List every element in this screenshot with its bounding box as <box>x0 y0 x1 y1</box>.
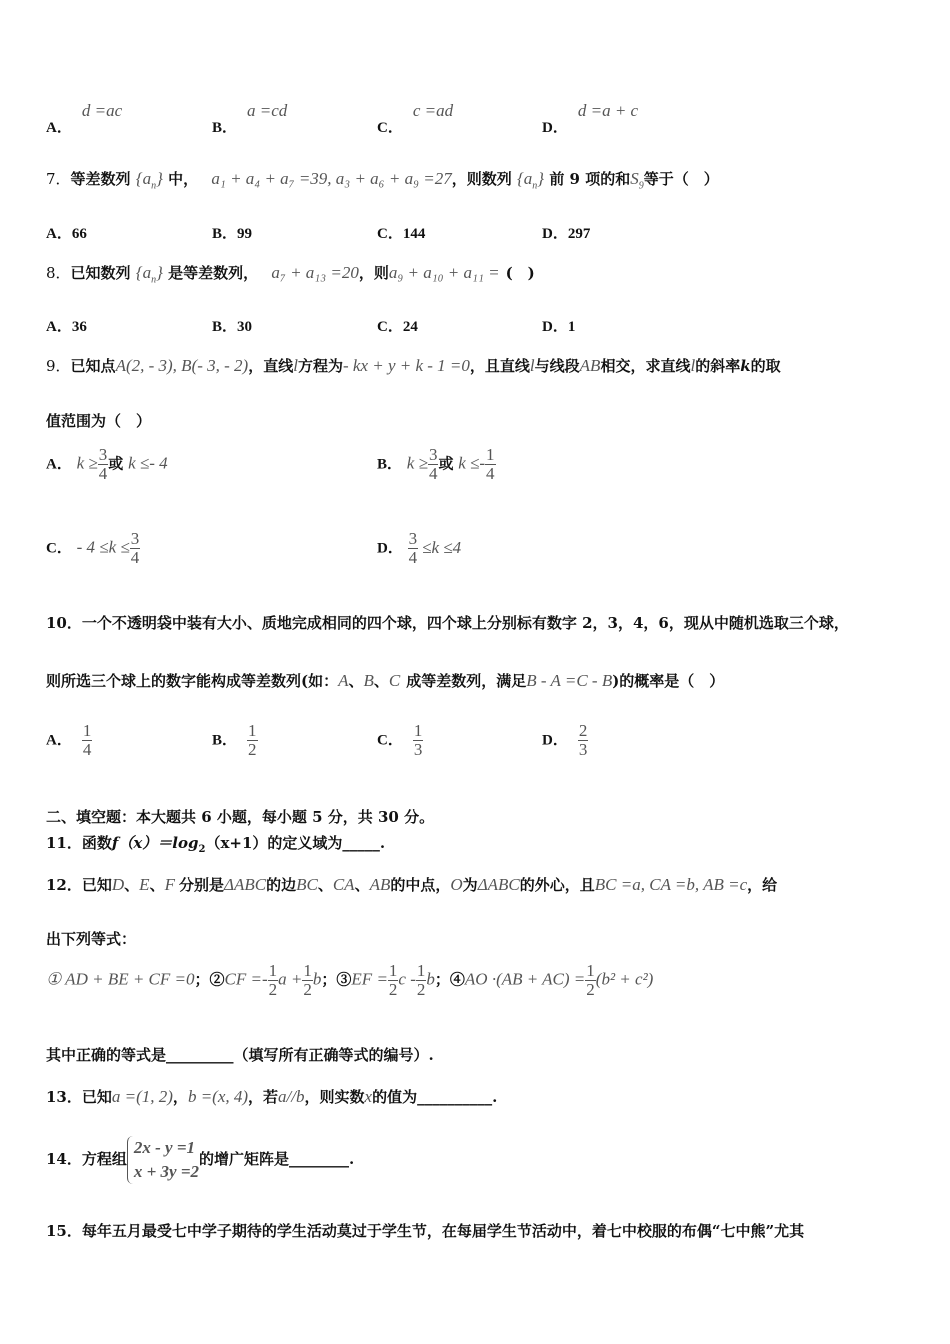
text: S <box>630 169 639 188</box>
sequence-symbol <box>516 169 545 192</box>
text: 、 <box>348 672 364 690</box>
equation: x + 3y =2 <box>133 1162 200 1181</box>
question-11 <box>46 832 385 855</box>
option-label: D． <box>377 540 403 557</box>
math-expr: d =ac <box>81 101 123 120</box>
math-symbol: l <box>690 356 696 375</box>
denominator: 2 <box>416 980 426 999</box>
fraction <box>98 446 109 483</box>
fraction <box>416 962 427 999</box>
denominator: 2 <box>388 980 398 999</box>
q6-option-b <box>212 100 288 136</box>
text: 与线段 <box>534 357 580 375</box>
numerator: 3 <box>98 445 108 464</box>
question-12 <box>46 874 777 895</box>
text: ，则数列 <box>451 170 512 188</box>
option-label: B． <box>212 732 238 749</box>
math-symbol: O <box>450 875 463 894</box>
math-expr: k ≤- 4 <box>128 453 168 473</box>
equation: 2x - y =1 <box>133 1138 196 1157</box>
text: 等于（ ） <box>643 170 719 188</box>
fraction <box>302 962 313 999</box>
denominator: 2 <box>303 980 312 999</box>
text: 14．方程组 <box>46 1150 127 1168</box>
numerator: 1 <box>586 961 595 980</box>
text: } <box>537 169 545 188</box>
q6-option-c <box>377 100 454 136</box>
fraction <box>247 722 258 759</box>
math-symbol: C <box>388 671 401 690</box>
numerator: 3 <box>130 529 140 548</box>
text: 9 <box>638 180 644 192</box>
text: n <box>151 180 157 192</box>
text: 12．已知 <box>46 876 112 894</box>
text: ，直线 <box>248 357 294 375</box>
fraction <box>82 722 93 759</box>
question-10-line1: 10．一个不透明袋中装有大小、质地完成相同的四个球，四个球上分别标有数字 2，3，4，6，现从中随机选取三个球， <box>46 614 849 632</box>
math-symbol: l <box>529 356 535 375</box>
math-expr: k ≥ <box>76 453 98 473</box>
fraction <box>413 722 424 759</box>
option-label: A． <box>46 732 72 749</box>
math-symbol: AB <box>369 875 391 894</box>
math-condition: BC =a, CA =b, AB =c <box>594 875 748 894</box>
denominator: 4 <box>428 464 438 483</box>
denominator: 3 <box>413 740 423 759</box>
q10-option-a <box>46 722 92 759</box>
numerator: 1 <box>413 721 423 740</box>
math-expr: k ≥ <box>406 453 428 473</box>
text: k <box>740 357 751 375</box>
option-label: C． <box>377 120 403 136</box>
math-condition: a₇ + a₁₃ =20 <box>271 263 359 282</box>
sequence-symbol <box>135 263 163 286</box>
text: 的取 <box>750 357 781 375</box>
text: 是等差数列， <box>168 264 259 282</box>
text: 成等差数列，满足 <box>406 672 527 690</box>
q10-option-b <box>212 722 258 759</box>
math-expr: a + <box>278 969 303 989</box>
q7-option-c: C．144 <box>377 226 426 242</box>
math-vector: a =(1, 2) <box>111 1087 173 1106</box>
text: 为 <box>462 876 478 894</box>
math-equation: - kx + y + k - 1 =0 <box>342 356 470 375</box>
math-symbol: ΔABC <box>477 875 520 894</box>
q6-option-d <box>542 100 639 136</box>
text: 已知点 <box>70 357 116 375</box>
math-expr: a =cd <box>247 101 288 120</box>
question-number: 7． <box>46 170 71 188</box>
denominator: 2 <box>268 980 278 999</box>
fraction <box>578 722 589 759</box>
question-12-line4: 其中正确的等式是_________（填写所有正确等式的编号）. <box>46 1046 434 1064</box>
question-12-equations <box>46 962 653 999</box>
text: （x+1）的定义域为_____. <box>205 834 386 852</box>
text: 、 <box>373 672 389 690</box>
text: ，给 <box>747 876 778 894</box>
question-14 <box>46 1136 354 1184</box>
text: 的斜率 <box>695 357 741 375</box>
math-symbol: A <box>338 671 349 690</box>
text: 或 <box>108 454 124 473</box>
text: ； <box>194 970 210 989</box>
q7-option-b: B．99 <box>212 226 253 242</box>
math-expr: b <box>312 969 322 989</box>
q10-option-d <box>542 722 588 759</box>
math-expr: b <box>426 969 435 989</box>
text: } <box>156 169 163 188</box>
option-label: D． <box>542 732 568 749</box>
section-heading: 二、填空题：本大题共 6 小题，每小题 5 分，共 30 分。 <box>46 808 435 826</box>
math-expr: CF =- <box>224 969 268 989</box>
denominator: 4 <box>408 548 418 567</box>
q9-option-b <box>377 446 496 483</box>
math-symbol: CA <box>332 875 355 894</box>
math-symbol: AB <box>579 356 601 375</box>
text: 等差数列 <box>70 170 131 188</box>
text: ( ) <box>505 264 535 282</box>
text: 中， <box>168 170 199 188</box>
math-symbol: F <box>164 875 175 894</box>
text: 、 <box>354 876 370 894</box>
math-symbol: ΔABC <box>223 875 267 894</box>
text: )的概率是（ ） <box>612 672 725 690</box>
option-label: C． <box>46 540 72 557</box>
fraction <box>585 962 596 999</box>
fraction <box>130 530 141 567</box>
text: 11．函数 <box>46 834 112 852</box>
option-label: C． <box>377 732 403 749</box>
math-symbol: E <box>139 875 150 894</box>
text: n <box>151 274 157 286</box>
text: 13．已知 <box>46 1088 112 1106</box>
question-7 <box>46 168 719 191</box>
math-function: f（x）＝log <box>111 834 199 852</box>
question-number: 9． <box>46 357 71 375</box>
math-equation: ① AD + BE + CF =0 <box>46 969 195 989</box>
numerator: 1 <box>82 721 92 740</box>
text: ； <box>434 970 450 989</box>
math-vector: b =(x, 4) <box>187 1087 249 1106</box>
text: 的外心，且 <box>519 876 595 894</box>
numerator: 1 <box>416 961 426 980</box>
fraction <box>428 446 439 483</box>
math-condition: a₁ + a₄ + a₇ =39, a₃ + a₆ + a₉ =27 <box>211 169 452 188</box>
text: 、 <box>149 876 165 894</box>
math-symbol: l <box>293 356 298 375</box>
option-label: A． <box>46 120 72 136</box>
math-symbol: x <box>364 1087 373 1106</box>
text: ； <box>321 970 337 989</box>
math-expr: k ≤- <box>458 453 486 473</box>
text: 则所选三个球上的数字能构成等差数列(如： <box>46 672 339 690</box>
text: ④ <box>449 970 465 989</box>
text: ② <box>209 970 225 989</box>
text: 的值为__________. <box>372 1088 498 1106</box>
text: 方程为 <box>297 357 343 375</box>
text: ， <box>172 1088 188 1106</box>
q8-option-d: D．1 <box>542 319 576 335</box>
q8-option-a: A．36 <box>46 319 87 335</box>
option-label: B． <box>377 456 403 473</box>
math-expr: EF = <box>351 969 388 989</box>
numerator: 1 <box>486 445 495 464</box>
math-expr: - 4 ≤k ≤ <box>76 537 130 557</box>
math-expr: c =ad <box>412 101 454 120</box>
q8-option-c: C．24 <box>377 319 418 335</box>
math-symbol: BC <box>296 875 318 894</box>
math-expr: ≤k ≤4 <box>422 537 462 557</box>
text: 、 <box>317 876 333 894</box>
text: 已知数列 <box>70 264 131 282</box>
math-expr: c - <box>398 969 416 989</box>
denominator: 4 <box>98 464 108 483</box>
option-label: B． <box>212 120 238 136</box>
question-15: 15．每年五月最受七中学子期待的学生活动莫过于学生节，在每届学生节活动中，着七中校服的布偶“七中熊”尤其 <box>46 1222 805 1240</box>
question-9 <box>46 355 781 376</box>
denominator: 2 <box>248 740 257 759</box>
question-8 <box>46 262 535 285</box>
text: ，若 <box>248 1088 279 1106</box>
fraction <box>388 962 399 999</box>
q7-option-d: D．297 <box>542 226 591 242</box>
numerator: 1 <box>303 961 312 980</box>
text: ，则 <box>358 264 389 282</box>
text: {a <box>135 169 152 188</box>
q9-option-c <box>46 530 140 567</box>
text: 相交，求直线 <box>600 357 691 375</box>
text: 2 <box>198 844 206 855</box>
text: 分别是 <box>178 876 224 894</box>
text: 前 9 项的和 <box>549 170 631 188</box>
text: 的边 <box>266 876 297 894</box>
question-13 <box>46 1086 497 1107</box>
numerator: 2 <box>578 721 588 740</box>
denominator: 4 <box>130 548 140 567</box>
fraction <box>485 446 496 483</box>
q6-option-a <box>46 100 123 136</box>
math-expr: d =a + c <box>577 101 639 120</box>
math-points: A(2, - 3), B(- 3, - 2) <box>115 356 249 375</box>
q9-option-a <box>46 446 168 483</box>
math-condition: B - A =C - B <box>526 671 613 690</box>
numerator: 3 <box>408 529 418 548</box>
question-10-line2 <box>46 670 724 691</box>
text: ，则实数 <box>304 1088 365 1106</box>
math-expr: AO ·(AB + AC) = <box>464 969 586 989</box>
math-symbol: D <box>111 875 125 894</box>
sequence-symbol <box>135 169 163 192</box>
numerator: 1 <box>248 721 257 740</box>
text: n <box>532 180 538 192</box>
denominator: 3 <box>578 740 588 759</box>
numerator: 1 <box>268 961 278 980</box>
fraction <box>408 530 419 567</box>
question-number: 8． <box>46 264 71 282</box>
option-label: D． <box>542 120 568 136</box>
text: } <box>156 263 163 282</box>
math-symbol: B <box>363 671 374 690</box>
q10-option-c <box>377 722 423 759</box>
text: ③ <box>336 970 352 989</box>
text: 或 <box>438 454 454 473</box>
text: {a <box>135 263 152 282</box>
sum-symbol <box>630 169 644 192</box>
math-expr: a₉ + a₁₀ + a₁₁ = <box>388 263 500 282</box>
option-label: A． <box>46 456 72 473</box>
question-12-line2: 出下列等式： <box>46 930 137 948</box>
denominator: 2 <box>586 980 595 999</box>
fraction <box>268 962 279 999</box>
question-9-line2: 值范围为（ ） <box>46 412 152 430</box>
text: {a <box>516 169 533 188</box>
math-expr: (b² + c²) <box>595 969 654 989</box>
equation-system <box>127 1136 199 1184</box>
numerator: 1 <box>388 961 398 980</box>
text: ，且直线 <box>469 357 530 375</box>
math-expr: a//b <box>278 1087 305 1106</box>
denominator: 4 <box>82 740 92 759</box>
q8-option-b: B．30 <box>212 319 253 335</box>
denominator: 4 <box>486 464 495 483</box>
text: 的增广矩阵是________. <box>199 1150 355 1168</box>
q9-option-d <box>377 530 461 567</box>
numerator: 3 <box>428 445 438 464</box>
text: 的中点， <box>390 876 451 894</box>
text: 、 <box>124 876 140 894</box>
q7-option-a: A．66 <box>46 226 87 242</box>
